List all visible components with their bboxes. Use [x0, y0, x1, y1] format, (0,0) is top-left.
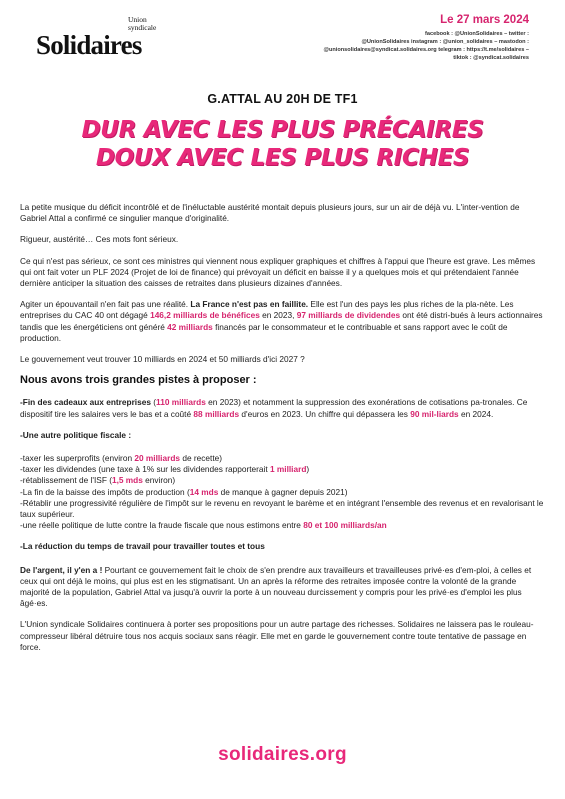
- highlight-figure: 146,2 milliards de bénéfices: [150, 310, 260, 321]
- list-item: -taxer les superprofits (environ 20 milliards de recette): [20, 453, 222, 464]
- subhead-temps-travail: -La réduction du temps de travail pour travailler toutes et tous: [20, 541, 265, 552]
- social-line: facebook : @UnionSolidaires – twitter :: [425, 31, 529, 37]
- logo-wordmark: Solidaires: [36, 30, 142, 60]
- paragraph-intro: La petite musique du déficit incontrôlé et de l'inéluctable austérité montait depuis plusieurs jours, sur un air de déjà vu. L'inter-vention de Gabriel Attal a confirmé ce singulier manque d'originalité.: [20, 202, 520, 224]
- subhead-fiscale: -Une autre politique fiscale :: [20, 429, 132, 440]
- document-date: Le 27 mars 2024: [440, 14, 529, 26]
- list-item: -La fin de la baisse des impôts de production (14 mds de manque à gagner depuis 2021): [20, 486, 348, 497]
- paragraph-rigueur: Rigueur, austérité… Ces mots font sérieux.: [20, 234, 179, 245]
- highlight-figure: 88 milliards: [193, 408, 240, 419]
- article-body: [20, 202, 547, 663]
- list-item: -rétablissement de l'ISF (1,5 mds environ): [20, 475, 176, 486]
- list-item: -Rétablir une progressivité régulière de l'impôt sur le revenu en revoyant le barème et en intégrant l'ensemble des revenus et en revalorisant le taux supérieur.: [20, 497, 544, 520]
- solidaires-logo: [36, 14, 166, 64]
- headline: [0, 116, 565, 172]
- paragraph-conclusion: L'Union syndicale Solidaires continuera à porter ses propositions pour un autre partage des richesses. Solidaires ne laissera pas le rouleau-compresseur libéral détruire tous nos acquis sociaux sans réagir. Elle met en garde le gouvernement contre toute tentative de passage en force.: [20, 619, 534, 652]
- paragraph-gouvernement: Le gouvernement veut trouver 10 milliards en 2024 et 50 milliards d'ici 2027 ?: [20, 354, 305, 365]
- headline-line-2: DOUX AVEC LES PLUS RICHES: [95, 145, 470, 171]
- highlight-figure: 97 milliards de dividendes: [296, 310, 401, 321]
- paragraph-argent: De l'argent, il y'en a ! Pourtant ce gouvernement fait le choix de s'en prendre aux travailleurs et travailleuses privé·es d'em-ploi, à celles et ceux qui ont déjà le moins, qui plus est en les stigmatisant. Un an après la réforme des retraites imposée contre la volonté de la grande majorité de la population, Gabriel Attal va jusqu'à ouvrir la porte à un nouveau durcissement y compris pour les privé·es d'emploi les plus âgé·es.: [20, 564, 532, 609]
- headline-line-1: DUR AVEC LES PLUS PRÉCAIRES: [81, 117, 484, 143]
- header-info: [249, 14, 529, 62]
- social-links: [249, 30, 529, 62]
- social-line: tiktok : @syndicat.solidaires: [453, 55, 529, 61]
- social-line: @UnionSolidaires instagram : @union_solidaires – mastodon :: [361, 39, 529, 45]
- section-title: Nous avons trois grandes pistes à proposer :: [20, 374, 257, 387]
- list-item: -taxer les dividendes (une taxe à 1% sur les dividendes rapporterait 1 milliard): [20, 464, 310, 475]
- highlight-figure: 90 mil-liards: [410, 408, 459, 419]
- highlight-figure: 42 milliards: [167, 321, 213, 332]
- fiscal-measures-list: [20, 453, 547, 531]
- highlight-figure: 110 milliards: [156, 397, 206, 408]
- paragraph-cadeaux: -Fin des cadeaux aux entreprises (110 milliards en 2023) et notamment la suppression des exonérations de cotisations pa-tronales. Ce dispositif tire les salaires vers le bas et a coûté 88 milliards d'euros en 2023. Un chiffre qui dépassera les 90 mil-liards en 2024.: [20, 397, 528, 419]
- footer-website: solidaires.org: [218, 744, 347, 765]
- subtitle: G.ATTAL AU 20H DE TF1: [207, 92, 358, 106]
- list-item: -une réelle politique de lutte contre la fraude fiscale que nous estimons entre 80 et 100 milliards/an: [20, 520, 387, 531]
- paragraph-ministres: Ce qui n'est pas sérieux, ce sont ces ministres qui viennent nous expliquer graphiques et chiffres à l'appui que l'heure est grave. Les mêmes qui ont fait voter un PLF 2024 (Projet de loi de finance) qui prévoyait un déficit en baisse il y a quelques mois et qui prétendaient l'année dernière anticiper la situation des caisses de retraites dans plusieurs dizaines d'années.: [20, 255, 536, 289]
- social-line: @unionsolidaires@syndicat.solidaires.org telegram : https://t.me/solidaires –: [323, 47, 529, 53]
- paragraph-faillite: Agiter un épouvantail n'en fait pas une réalité. La France n'est pas en faillite. Elle est l'un des pays les plus riches de la pla-nète. Les entreprises du CAC 40 ont dégagé 146,2 milliards de bénéfices en 2023, 97 milliards de dividendes ont été distri-bués à leurs actionnaires tandis que les énergéticiens ont généré 42 milliards financés par le consommateur et le contribuable et sans rapport avec le coût de production.: [20, 299, 543, 343]
- logo-union-syndicale: Union syndicale: [128, 15, 157, 32]
